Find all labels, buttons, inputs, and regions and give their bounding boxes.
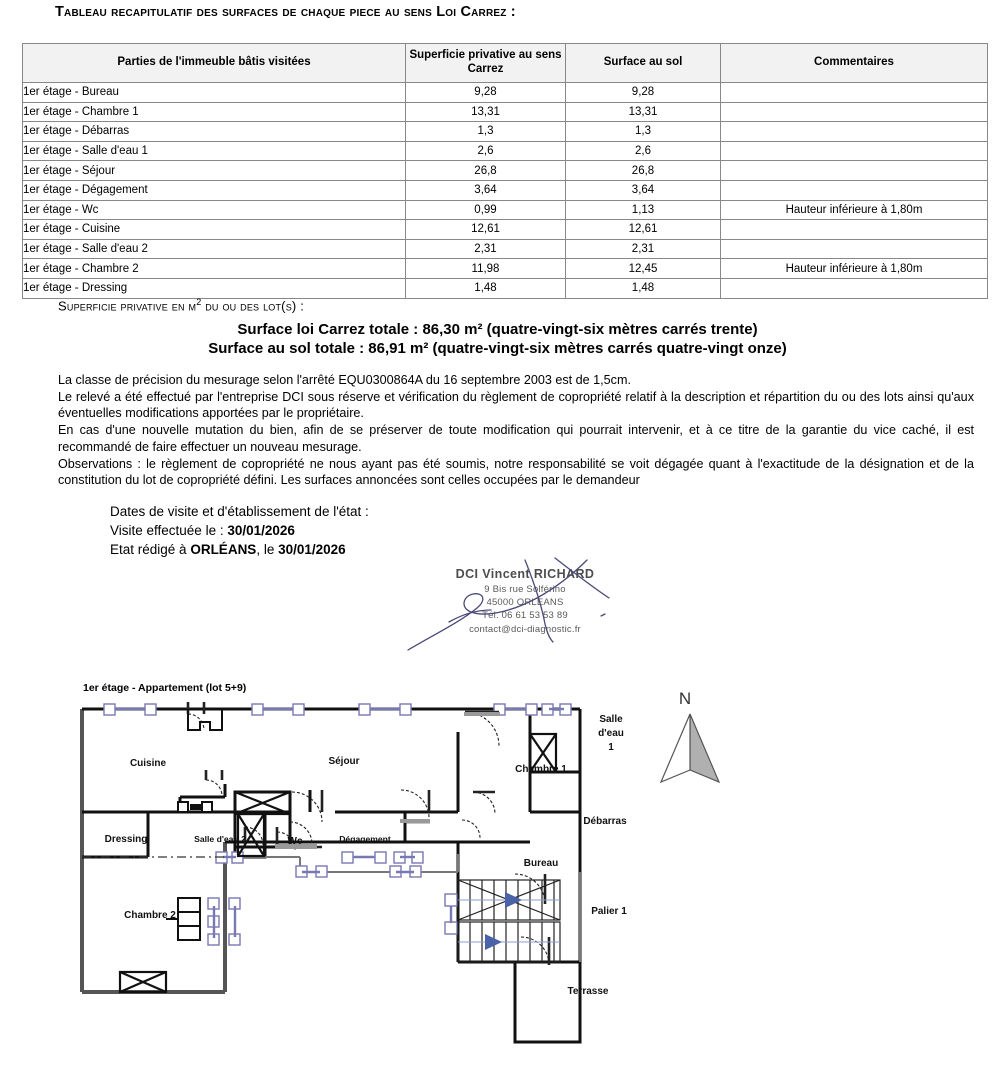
cell-comment	[721, 239, 988, 259]
plan-crossed-elements	[120, 734, 559, 992]
cell-comment	[721, 161, 988, 181]
cell-room-name: 1er étage - Dressing	[23, 278, 406, 298]
redaction-mid: , le	[256, 542, 279, 558]
superficie-exponent: 2	[196, 297, 202, 307]
total-carrez: Surface loi Carrez totale : 86,30 m² (quatre-vingt-six mètres carrés trente)	[237, 321, 758, 338]
plan-exterior-walls	[82, 709, 225, 992]
table-header-row	[23, 44, 988, 83]
plan-room-label: Salle d'eau 2	[194, 834, 246, 844]
plan-room-label: Cuisine	[129, 758, 167, 769]
compass-needle-right	[690, 714, 719, 782]
stamp-address-line1: 9 Bis rue Solférino	[484, 584, 566, 596]
floor-plan	[60, 672, 760, 1047]
legal-notes	[58, 372, 974, 489]
cell-carrez-area: 1,3	[406, 122, 566, 142]
cell-floor-area: 13,31	[566, 102, 721, 122]
cell-floor-area: 2,6	[566, 141, 721, 161]
plan-room-label: Bureau	[523, 858, 559, 869]
cell-carrez-area: 11,98	[406, 259, 566, 279]
stair-direction-arrow-up	[505, 892, 522, 908]
cell-room-name: 1er étage - Cuisine	[23, 220, 406, 240]
cell-room-name: 1er étage - Bureau	[23, 83, 406, 103]
cell-room-name: 1er étage - Débarras	[23, 122, 406, 142]
cell-comment: Hauteur inférieure à 1,80m	[721, 200, 988, 220]
cell-floor-area: 12,45	[566, 259, 721, 279]
cell-comment	[721, 122, 988, 142]
cell-floor-area: 3,64	[566, 180, 721, 200]
table-row	[23, 102, 988, 122]
plan-room-label: Salle	[599, 714, 623, 725]
stamp-address-line2: 45000 ORLEANS	[486, 597, 564, 609]
cell-carrez-area: 12,61	[406, 220, 566, 240]
cell-carrez-area: 2,6	[406, 141, 566, 161]
superficie-privative-label	[58, 297, 304, 313]
visit-date-line	[110, 521, 369, 540]
table-row	[23, 180, 988, 200]
visit-date-label: Visite effectuée le :	[110, 523, 228, 539]
cell-room-name: 1er étage - Dégagement	[23, 180, 406, 200]
signature-stamp	[410, 560, 640, 655]
redaction-label: Etat rédigé à	[110, 542, 191, 558]
plan-room-label: Débarras	[583, 816, 627, 827]
superficie-text-before: Superficie privative en m	[58, 298, 197, 314]
cell-comment	[721, 278, 988, 298]
cell-room-name: 1er étage - Chambre 2	[23, 259, 406, 279]
floor-plan-drawing	[60, 672, 760, 1047]
column-header-surface-sol: Surface au sol	[566, 44, 721, 83]
cell-comment	[721, 220, 988, 240]
plan-room-label: Wc	[287, 836, 303, 847]
compass-north-letter: N	[678, 689, 692, 708]
table-row	[23, 259, 988, 279]
cell-floor-area: 2,31	[566, 239, 721, 259]
cell-floor-area: 1,13	[566, 200, 721, 220]
cell-comment	[721, 141, 988, 161]
plan-room-label: Terrasse	[567, 986, 609, 997]
plan-room-label: Palier 1	[591, 906, 627, 917]
note-releve: Le relevé a été effectué par l'entreprise DCI sous réserve et vérification du règlement de copropriété relatif à la description et répartition du ou des lots ainsi qu'aux éventuelles modifications apportées par le propriétaire.	[58, 389, 974, 421]
plan-room-label: Dressing	[104, 834, 148, 845]
plan-thresholds	[275, 712, 500, 849]
note-precision: La classe de précision du mesurage selon l'arrêté EQU0300864A du 16 septembre 2003 est de 1,5cm.	[58, 373, 631, 387]
redaction-line	[110, 540, 369, 559]
column-header-parties: Parties de l'immeuble bâtis visitées	[23, 44, 406, 83]
cell-room-name: 1er étage - Séjour	[23, 161, 406, 181]
cell-carrez-area: 0,99	[406, 200, 566, 220]
superficie-text-after: du ou des lot(s) :	[201, 298, 305, 314]
compass-needle-left	[661, 714, 690, 782]
table-row	[23, 200, 988, 220]
note-observations: Observations : le règlement de copropriété ne nous ayant pas été soumis, notre responsabilité se voit dégagée quant à l'exactitude de la désignation et de la constitution du lot de copropriété défini. Les surfaces annoncées sont celles occupées par le demandeur	[58, 456, 974, 488]
cell-floor-area: 12,61	[566, 220, 721, 240]
cell-floor-area: 9,28	[566, 83, 721, 103]
redaction-city: ORLÉANS	[190, 542, 257, 558]
total-surface-sol: Surface au sol totale : 86,91 m² (quatre-vingt-six mètres carrés quatre-vingt onze)	[208, 339, 787, 357]
stamp-email: contact@dci-diagnostic.fr	[469, 623, 581, 635]
cell-room-name: 1er étage - Chambre 1	[23, 102, 406, 122]
cell-carrez-area: 26,8	[406, 161, 566, 181]
cell-carrez-area: 9,28	[406, 83, 566, 103]
cell-carrez-area: 1,48	[406, 278, 566, 298]
cell-floor-area: 26,8	[566, 161, 721, 181]
cell-room-name: 1er étage - Wc	[23, 200, 406, 220]
cell-comment: Hauteur inférieure à 1,80m	[721, 259, 988, 279]
table-row	[23, 161, 988, 181]
plan-room-label: d'eau	[598, 728, 624, 739]
table-row	[23, 83, 988, 103]
page-title: Tableau recapitulatif des surfaces de chaque piece au sens Loi Carrez :	[55, 4, 516, 20]
cell-comment	[721, 180, 988, 200]
redaction-date: 30/01/2026	[278, 542, 346, 558]
visit-date-value: 30/01/2026	[227, 523, 295, 539]
cell-comment	[721, 83, 988, 103]
handwritten-signature-icon	[405, 552, 640, 657]
table-row	[23, 239, 988, 259]
cell-room-name: 1er étage - Salle d'eau 2	[23, 239, 406, 259]
cell-carrez-area: 3,64	[406, 180, 566, 200]
cell-room-name: 1er étage - Salle d'eau 1	[23, 141, 406, 161]
table-row	[23, 122, 988, 142]
cell-comment	[721, 102, 988, 122]
column-header-carrez: Superficie privative au sens Carrez	[406, 44, 566, 83]
table-row	[23, 278, 988, 298]
note-mutation: En cas d'une nouvelle mutation du bien, afin de se préserver de toute modification qui pourrait intervenir, et à ce titre de la garantie du vice caché, il est recommandé de faire effectuer un nouveau mesurage.	[58, 423, 974, 454]
floor-plan-title: 1er étage - Appartement (lot 5+9)	[83, 682, 247, 694]
cell-carrez-area: 2,31	[406, 239, 566, 259]
plan-room-label: Chambre 2	[124, 910, 176, 921]
table-row	[23, 141, 988, 161]
stamp-phone: Tél. 06 61 53 53 89	[482, 610, 568, 622]
plan-room-label: 1	[608, 742, 614, 753]
dates-heading: Dates de visite et d'établissement de l'état :	[110, 504, 369, 519]
cell-floor-area: 1,3	[566, 122, 721, 142]
table-row	[23, 220, 988, 240]
column-header-commentaires: Commentaires	[721, 44, 988, 83]
plan-room-label: Dégagement	[339, 834, 391, 844]
plan-interior-walls	[225, 854, 580, 962]
cell-floor-area: 1,48	[566, 278, 721, 298]
surfaces-table	[22, 43, 988, 299]
compass-rose	[661, 689, 719, 782]
cell-carrez-area: 13,31	[406, 102, 566, 122]
stamp-company-name: DCI Vincent RICHARD	[455, 567, 595, 581]
plan-room-label: Chambre 1	[515, 764, 567, 775]
dates-block	[110, 502, 369, 559]
plan-room-label: Séjour	[328, 756, 360, 767]
plan-windows	[104, 704, 571, 945]
totals-block	[0, 321, 995, 359]
